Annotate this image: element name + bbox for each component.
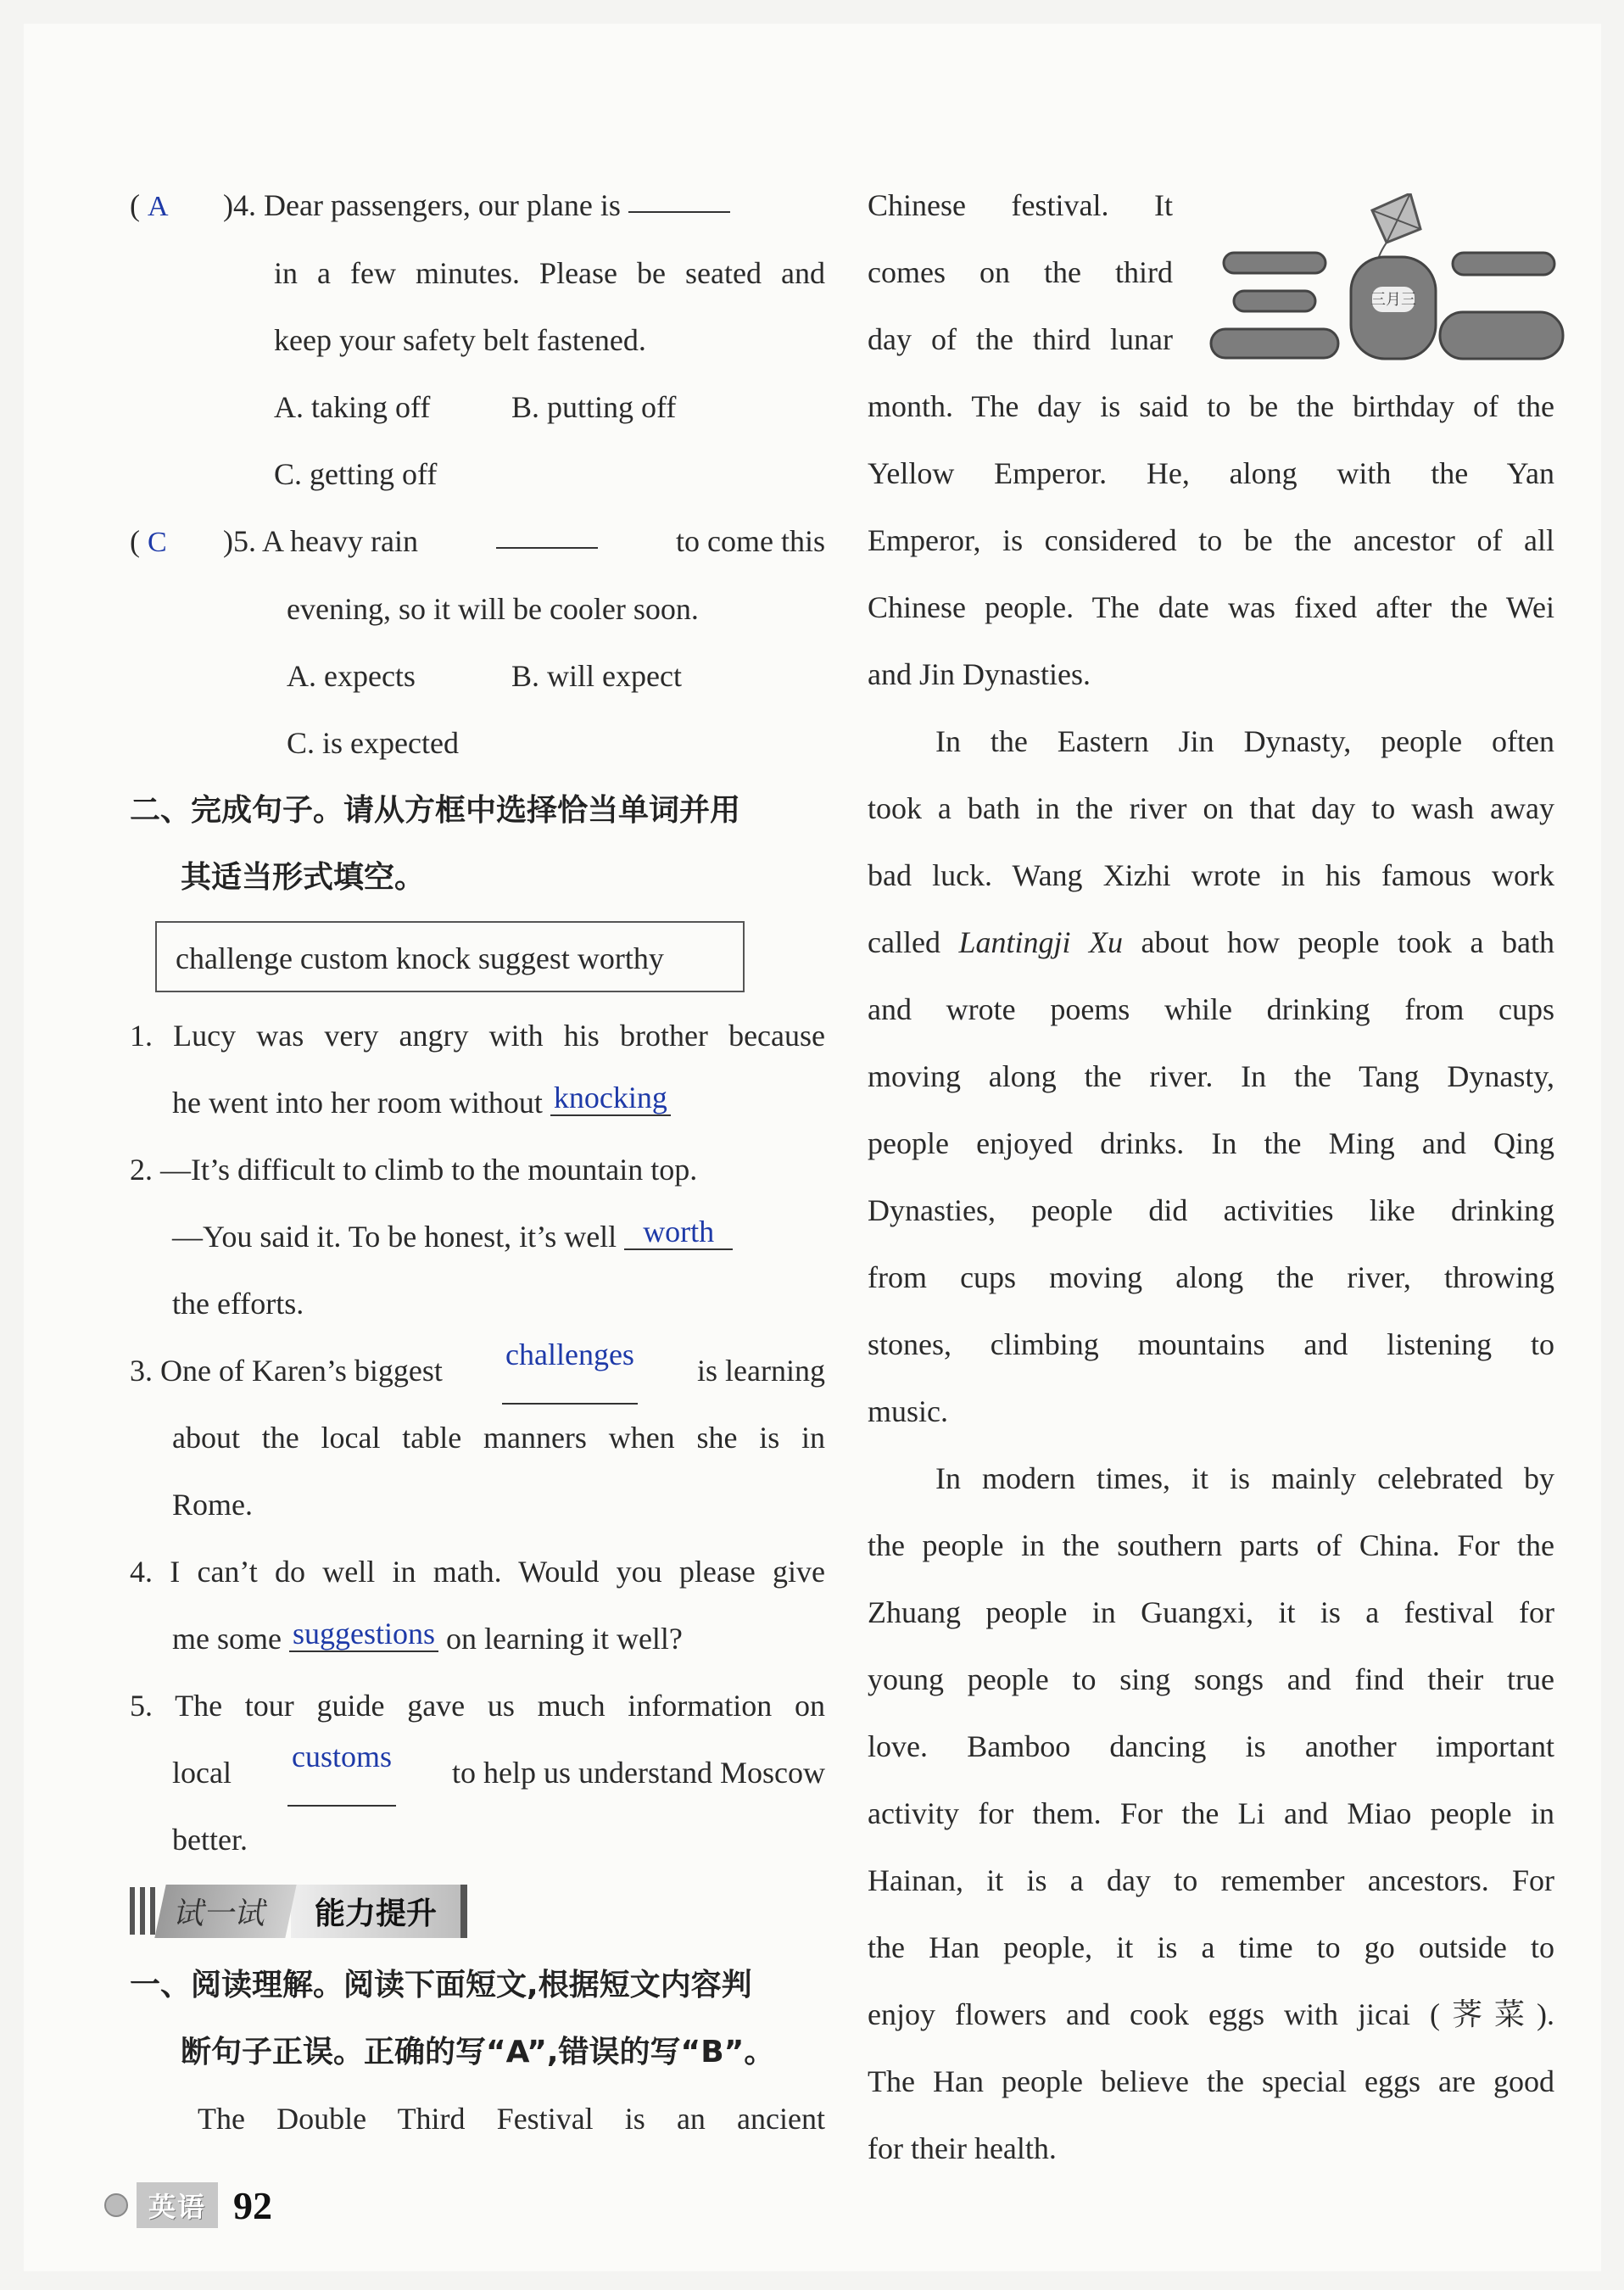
s2-answer: worth [624,1215,733,1250]
right-line-5: Yellow Emperor. He, along with the Yan [868,456,1554,490]
s2-line1: 2. —It’s difficult to climb to the mountain top. [130,1153,698,1187]
s2-line2 [130,1204,825,1271]
wrap-lines [868,172,1173,373]
word-box: challenge custom knock suggest worthy [155,921,745,992]
q5-option-b: B. will expect [511,659,682,693]
s1-text: he went into her room without [172,1086,543,1120]
s4-answer: suggestions [289,1617,438,1652]
p3-line-11: for their health. [868,2131,1057,2165]
s5-answer: customs [287,1740,396,1807]
s2-line3: the efforts. [172,1287,304,1321]
p3-line-5: love. Bamboo dancing is another important [868,1729,1554,1763]
q5-line1: ( C )5. A heavy rain to come this [130,508,825,576]
right-column [868,172,1554,2182]
p3-line-2: the people in the southern parts of China. For the [868,1528,1554,1562]
s5-line3: better. [172,1823,248,1857]
p2-called-rest: about how people took a bath [1141,925,1554,959]
p2-line-8: Dynasties, people did activities like drinking [868,1193,1554,1227]
q5-option-a: A. expects [287,659,416,693]
q4-option-a: A. taking off [274,390,431,424]
subject-tag: 英语 [137,2182,218,2228]
section2-title: 二、完成句子。请从方框中选择恰当单词并用 [130,793,741,828]
left-column [130,172,825,2153]
q5-tail: to come this [676,524,825,558]
p2-line-11: music. [868,1394,948,1428]
q4-line3: keep your safety belt fastened. [274,323,646,357]
s5-text-a: local [172,1756,232,1790]
banner-try: 试一试 [154,1885,296,1938]
q4-line1: ( A )4. Dear passengers, our plane is [130,172,825,240]
p3-line-7: Hainan, it is a day to remember ancestors. For [868,1863,1554,1897]
q4-line2: in a few minutes. Please be seated and [274,256,825,290]
q4-options-ab [130,374,825,441]
book-title: Lantingji Xu [958,925,1124,959]
page [24,24,1601,2271]
p2-line-7: people enjoyed drinks. In the Ming and Qing [868,1126,1554,1160]
logo-text: 三月三 [1370,291,1416,309]
p3-line-3: Zhuang people in Guangxi, it is a festival for [868,1595,1554,1629]
q5-options-ab [130,643,825,710]
right-line-1: Chinese festival. It [868,188,1173,222]
q4-answer: A [148,191,169,222]
p2-line-5: and wrote poems while drinking from cups [868,992,1554,1026]
section1-title: 一、阅读理解。阅读下面短文,根据短文内容判 [130,1968,752,2002]
p2-line-3: bad luck. Wang Xizhi wrote in his famous work [868,858,1554,892]
p3-line-9: enjoy flowers and cook eggs with jicai (荠菜). [868,1997,1554,2031]
s3-answer: challenges [502,1338,638,1405]
p2-line-4 [868,909,1554,976]
right-line-2: comes on the third [868,255,1173,289]
q5-option-c: C. is expected [287,726,459,760]
s5-line1: 5. The tour guide gave us much information on [130,1689,825,1723]
s2-text: —You said it. To be honest, it’s well [172,1220,617,1254]
p2-line-2: took a bath in the river on that day to wash away [868,791,1554,825]
q4-option-b: B. putting off [511,390,677,424]
p2-line-1: In the Eastern Jin Dynasty, people often [935,724,1554,758]
q4-blank [628,204,730,213]
p3-line-1: In modern times, it is mainly celebrated by [935,1461,1554,1495]
s4-text-a: me some [172,1622,282,1656]
s3-line3: Rome. [172,1488,253,1522]
q5-line2: evening, so it will be cooler soon. [287,592,699,626]
s3-line2: about the local table manners when she is in [172,1421,825,1455]
q4-stem: )4. Dear passengers, our plane is [223,188,621,222]
s1-line2 [130,1070,825,1137]
right-line-7: Chinese people. The date was fixed after the Wei [868,590,1554,624]
p2-line-9: from cups moving along the river, throwing [868,1260,1554,1294]
p3-line-4: young people to sing songs and find their true [868,1662,1554,1696]
section1-title-cont: 断句子正误。正确的写“A”,错误的写“B”。 [181,2035,775,2069]
p2-called: called [868,925,940,959]
s5-line2 [130,1740,825,1807]
q4-option-c: C. getting off [274,457,438,491]
s1-answer: knocking [550,1081,671,1116]
right-line-6: Emperor, is considered to be the ancestor of all [868,523,1554,557]
p3-line-10: The Han people believe the special eggs are good [868,2064,1554,2098]
s4-line1: 4. I can’t do well in math. Would you please give [130,1555,825,1589]
p2-line-6: moving along the river. In the Tang Dynasty, [868,1059,1554,1093]
s1-line1: 1. Lucy was very angry with his brother because [130,1019,825,1053]
p2-line-10: stones, climbing mountains and listening to [868,1327,1554,1361]
s5-text-b: to help us understand Moscow [452,1756,825,1790]
right-line-4: month. The day is said to be the birthday of the [868,389,1554,423]
page-number: 92 [233,2183,273,2227]
p3-line-8: the Han people, it is a time to go outside to [868,1930,1554,1964]
banner-bars-icon [130,1887,155,1935]
s4-text-b: on learning it well? [446,1622,683,1656]
q5-blank [496,540,598,549]
reading-first-line: The Double Third Festival is an ancient [198,2102,825,2136]
page-footer [104,2182,272,2228]
right-line-8: and Jin Dynasties. [868,657,1091,691]
q5-stem: )5. A heavy rain [223,524,418,558]
s3-text-a: 3. One of Karen’s biggest [130,1354,443,1388]
footer-dot-icon [104,2193,128,2217]
banner-ability: 能力提升 [291,1885,467,1938]
q5-answer: C [148,527,167,558]
s4-line2 [130,1606,825,1673]
s3-line1 [130,1338,825,1405]
section2-title-cont: 其适当形式填空。 [181,860,426,895]
right-line-3: day of the third lunar [868,322,1173,356]
p3-line-6: activity for them. For the Li and Miao people in [868,1796,1554,1830]
s3-text-b: is learning [697,1354,825,1388]
section-banner [130,1885,825,1936]
